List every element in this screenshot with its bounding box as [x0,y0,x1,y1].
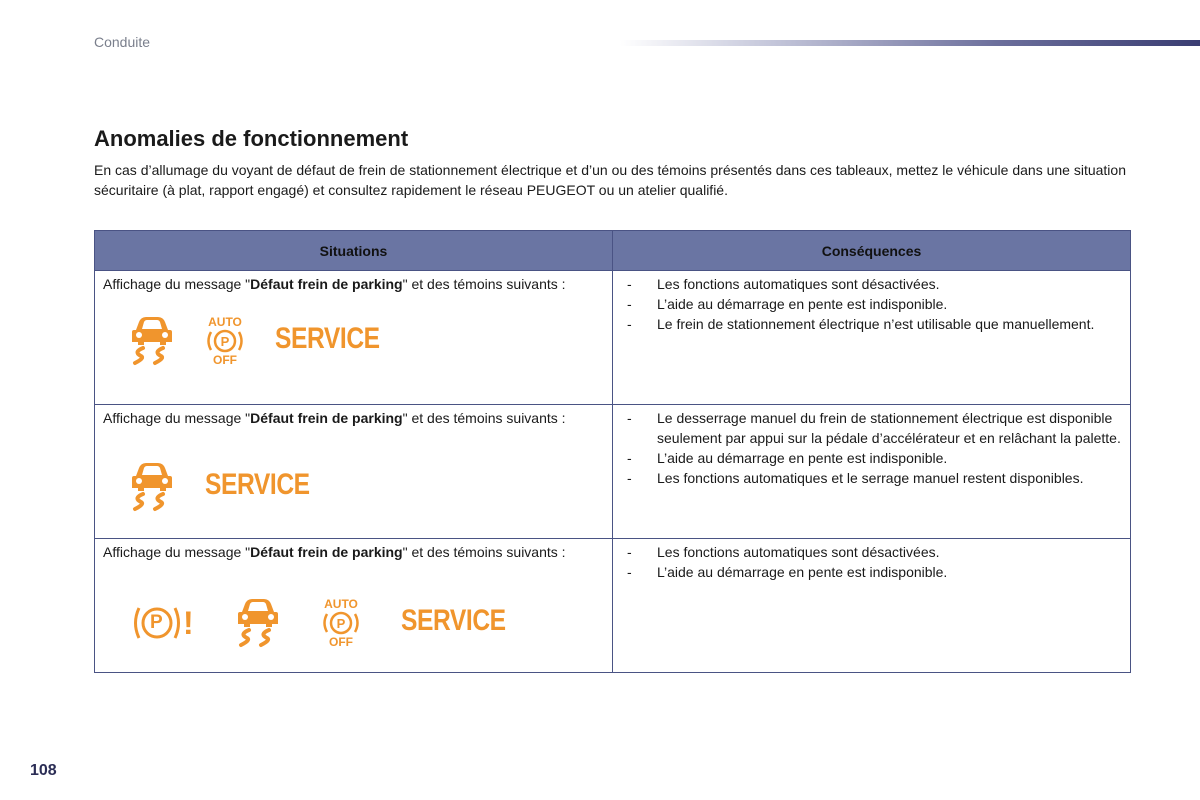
message-suffix: " et des témoins suivants : [402,276,566,292]
warning-lights [103,598,604,648]
consequence-text: Le frein de stationnement électrique n’est utilisable que manuellement. [657,316,1095,332]
service-icon [205,468,310,501]
situation-message [103,408,604,428]
bullet-dash: - [627,450,632,466]
consequence-list [621,274,1122,334]
message-bold: Défaut frein de parking [250,276,403,292]
list-item [627,468,1122,488]
p-label: P [220,333,230,349]
consequence-cell [613,271,1131,405]
consequence-text: L’aide au démarrage en pente est indisponible. [657,296,948,312]
warning-lights [103,462,604,512]
column-header-consequences: Conséquences [613,231,1131,271]
bullet-dash: - [627,316,632,332]
fault-table [94,230,1131,673]
situation-message [103,274,604,294]
consequence-text: Les fonctions automatiques sont désactivées. [657,544,940,560]
list-item [627,562,1122,582]
situation-message [103,542,604,562]
off-label: OFF [213,353,237,367]
bullet-dash: - [627,276,632,292]
table-row [95,271,1131,405]
message-suffix: " et des témoins suivants : [402,544,566,560]
service-icon [275,322,380,355]
situation-cell [95,539,613,673]
situation-cell [95,271,613,405]
brake-exclamation-label: ! [183,605,194,641]
consequence-text: Les fonctions automatiques sont désactivées. [657,276,940,292]
message-bold: Défaut frein de parking [250,544,403,560]
consequence-cell [613,405,1131,539]
message-prefix: Affichage du message " [103,276,251,292]
message-suffix: " et des témoins suivants : [402,410,566,426]
bullet-dash: - [627,410,632,426]
list-item [627,408,1122,448]
table-header-row [95,231,1131,271]
service-text: SERVICE [275,322,380,355]
bullet-dash: - [627,296,632,312]
message-prefix: Affichage du message " [103,410,251,426]
consequence-text: Les fonctions automatiques et le serrage manuel restent disponibles. [657,470,1084,486]
parking-brake-fault-icon [133,603,195,643]
consequence-text: L’aide au démarrage en pente est indisponible. [657,564,948,580]
table-row [95,405,1131,539]
skid-car-icon [129,316,175,366]
consequence-list [621,542,1122,582]
bullet-dash: - [627,470,632,486]
message-bold: Défaut frein de parking [250,410,403,426]
page-number: 108 [30,762,57,779]
consequence-cell [613,539,1131,673]
auto-p-off-icon [205,316,245,366]
service-icon [401,604,506,637]
list-item [627,314,1122,334]
brake-p-label: P [150,612,163,633]
message-prefix: Affichage du message " [103,544,251,560]
skid-car-icon [235,598,281,648]
list-item [627,294,1122,314]
intro-paragraph: En cas d’allumage du voyant de défaut de frein de stationnement électrique et d’un ou des témoins présentés dans ces tableaux, mettez le véhicule dans une situation sécuritaire (à plat, rapport engagé) et consultez rapidement le réseau PEUGEOT ou un atelier qualifié. [94,162,1126,198]
column-header-situations: Situations [95,231,613,271]
page-title: Anomalies de fonctionnement [94,126,409,151]
auto-label: AUTO [208,315,242,329]
consequence-text: Le desserrage manuel du frein de stationnement électrique est disponible seulement par appui sur la pédale d’accélérateur et en relâchant la palette. [657,410,1121,446]
consequence-list [621,408,1122,488]
list-item [627,542,1122,562]
auto-label: AUTO [324,597,358,611]
skid-car-icon [129,462,175,512]
section-label: Conduite [94,34,151,50]
header-gradient-bar [620,40,1200,46]
list-item [627,448,1122,468]
service-text: SERVICE [205,468,310,501]
table-row [95,539,1131,673]
warning-lights [103,316,604,366]
situation-cell [95,405,613,539]
consequence-text: L’aide au démarrage en pente est indisponible. [657,450,948,466]
bullet-dash: - [627,564,632,580]
service-text: SERVICE [401,604,506,637]
off-label: OFF [329,635,353,649]
bullet-dash: - [627,544,632,560]
auto-p-off-icon [321,598,361,648]
p-label: P [336,615,346,631]
list-item [627,274,1122,294]
